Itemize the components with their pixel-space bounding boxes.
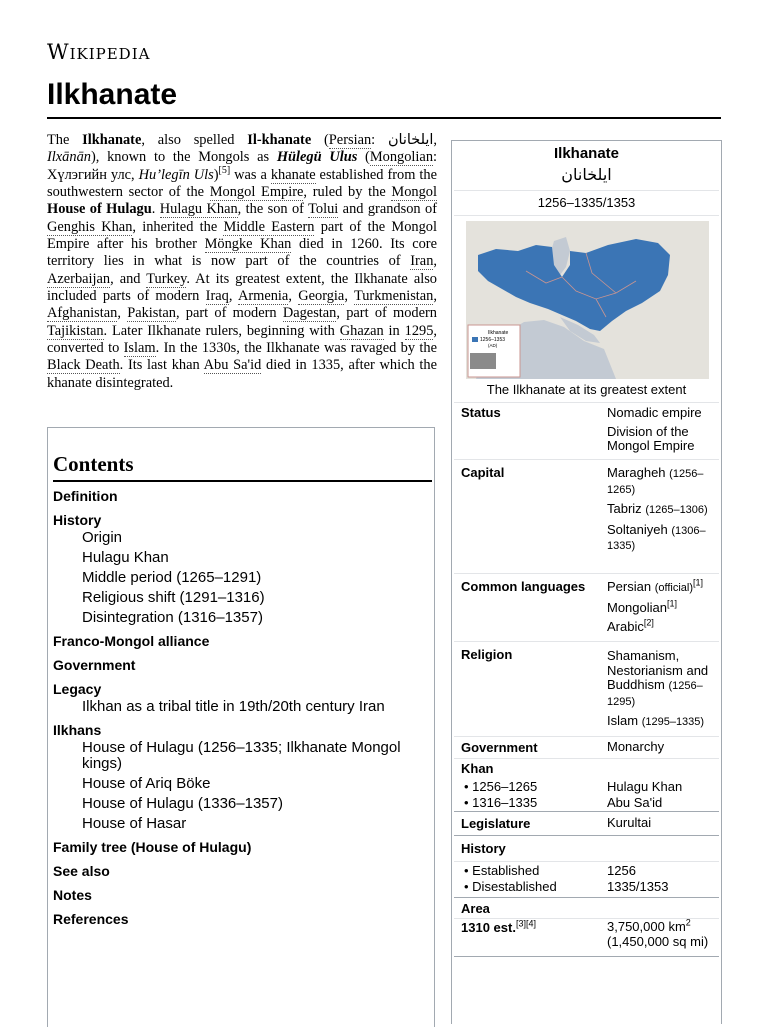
established-label: • Established [464, 863, 540, 878]
article-link[interactable]: Hulagu Khan [159, 201, 238, 218]
religion-label: Religion [461, 647, 513, 662]
lead-text: , ruled by the [303, 184, 392, 201]
lead-text: Ilxānān [47, 149, 91, 166]
toc-item-label[interactable]: Family tree (House of Hulagu) [53, 839, 252, 855]
map-inset-globe [470, 353, 496, 369]
toc-subitem[interactable]: House of Hasar [82, 815, 187, 832]
toc-item-label[interactable]: Definition [53, 488, 118, 504]
infobox-divider [454, 190, 719, 191]
lead-text: , [433, 288, 437, 305]
capital-item[interactable] [607, 523, 719, 554]
language-item[interactable]: Mongolian[1] [607, 598, 678, 615]
toc-subitem[interactable]: House of Hulagu (1256–1335; Ilkhanate Mongol kings) [82, 739, 401, 772]
toc-item[interactable] [53, 911, 428, 928]
ilkhanate-map[interactable] [466, 221, 709, 379]
table-of-contents [47, 427, 435, 1027]
article-link[interactable]: Iraq [205, 288, 229, 305]
toc-subitem[interactable]: Middle period (1265–1291) [82, 569, 262, 586]
area-label: Area [461, 901, 490, 916]
khan-name[interactable]: Hulagu Khan [607, 779, 683, 794]
toc-item[interactable] [53, 722, 428, 832]
page-title: Ilkhanate [47, 78, 178, 111]
languages-value [607, 577, 719, 635]
article-link[interactable]: Middle Eastern [223, 218, 315, 235]
row-divider [454, 758, 719, 759]
lead-text: . In the 1330s, the Ilkhanate was ravaged by the [155, 340, 437, 357]
article-link[interactable]: Persian [328, 132, 372, 148]
lead-text: Il-khanate [247, 132, 312, 148]
legislature-value[interactable]: Kurultai [607, 815, 652, 830]
article-link[interactable]: Islam [123, 340, 156, 357]
religion-item: Shamanism, Nestorianism and Buddhism (1256–1295) [607, 648, 709, 708]
lead-text: , [288, 288, 299, 305]
row-divider [454, 459, 719, 460]
toc-item-label[interactable]: References [53, 911, 129, 927]
lead-text: Hülegü Ulus [276, 149, 358, 166]
toc-subitem[interactable]: House of Hulagu (1336–1357) [82, 795, 283, 812]
row-divider [454, 573, 719, 574]
area-value: 3,750,000 $km^2$ (1,450,000 sq mi) [607, 917, 709, 949]
map-legend-note: (AD) [488, 343, 498, 348]
article-link[interactable]: Dagestan [282, 305, 337, 322]
lead-text: died in 1260. Its core territory lies in what is now part of the countries of [47, 236, 437, 270]
established-value: 1256 [607, 863, 636, 878]
article-link[interactable]: khanate [270, 166, 316, 183]
infobox-divider [454, 215, 719, 216]
row-divider [454, 641, 719, 642]
toc-title: Contents [53, 452, 134, 476]
toc-item-label[interactable]: Franco-Mongol alliance [53, 633, 210, 649]
article-link[interactable]: Tajikistan [47, 322, 104, 339]
khan-name[interactable]: Abu Sa'id [607, 795, 663, 810]
toc-item[interactable] [53, 512, 428, 626]
infobox-native-name: ایلخانان [561, 165, 612, 184]
khan-years: • 1316–1335 [464, 795, 538, 810]
article-link[interactable]: Möngke Khan [204, 236, 292, 253]
khan-label: Khan [461, 761, 494, 776]
lead-text: , converted to [47, 322, 438, 357]
status-label: Status [461, 405, 501, 420]
article-link[interactable]: Azerbaijan [47, 270, 111, 287]
lead-text: , and [110, 270, 147, 287]
title-divider [47, 117, 721, 119]
area-est-label: 1310 est.[3][4] [461, 918, 536, 935]
toc-subitem[interactable]: Ilkhan as a tribal title in 19th/20th century Iran [82, 698, 385, 715]
row-divider [454, 897, 719, 898]
row-divider [454, 402, 719, 403]
toc-subitem[interactable]: Origin [82, 529, 123, 546]
lead-text: , [117, 305, 128, 322]
disestablished-value: 1335/1353 [607, 879, 669, 894]
toc-subitem[interactable]: House of Ariq Böke [82, 775, 211, 792]
article-link[interactable]: Mongol [391, 184, 437, 201]
toc-item-label[interactable]: Notes [53, 887, 92, 903]
toc-item-label[interactable]: Government [53, 657, 136, 673]
lead-text: ), known to the Mongols as [90, 149, 277, 166]
map-legend-swatch [472, 337, 478, 342]
disestablished-label: • Disestablished [464, 879, 557, 894]
history-label: History [461, 841, 506, 856]
status-value-item: Division of the Mongol Empire [607, 423, 695, 453]
lead-text: . [151, 201, 160, 218]
status-value-item: Nomadic empire [607, 405, 702, 420]
article-link[interactable]: Tolui [308, 201, 339, 218]
lead-text: : ایلخانان, [371, 132, 437, 148]
article-link[interactable]: Mongol Empire [209, 184, 304, 201]
article-link[interactable]: Pakistan [127, 305, 176, 322]
khan-years: • 1256–1265 [464, 779, 538, 794]
article-link[interactable]: Turkey [146, 270, 187, 287]
toc-subitem[interactable]: Religious shift (1291–1316) [82, 589, 265, 606]
language-item[interactable]: Arabic[2] [607, 617, 654, 634]
row-divider [454, 811, 719, 812]
infobox [451, 140, 722, 1024]
language-item[interactable]: Persian (official)[1] [607, 577, 704, 594]
toc-item-label[interactable]: Ilkhans [53, 722, 102, 738]
toc-item[interactable] [53, 657, 428, 674]
lead-text: . At its greatest extent, the Ilkhanate also included parts of modern [47, 270, 437, 305]
toc-subitem[interactable]: Disintegration (1316–1357) [82, 609, 263, 626]
article-link[interactable]: Georgia [298, 288, 345, 305]
lead-text: died in 1335, after which the khanate disintegrated. [47, 357, 437, 391]
lead-text: , [344, 288, 354, 305]
row-divider [454, 835, 719, 836]
toc-item[interactable] [53, 887, 428, 904]
capital-item[interactable] [607, 502, 719, 518]
capital-name[interactable]: Soltaniyeh [607, 521, 668, 537]
toc-item[interactable] [53, 633, 428, 650]
capital-label: Capital [461, 465, 505, 480]
map-legend-title: Ilkhanate [488, 330, 509, 336]
wikipedia-logo[interactable]: Wikipedia [47, 40, 151, 64]
lead-paragraph [47, 132, 437, 392]
toc-item[interactable] [53, 839, 428, 856]
lead-text: Ilkhanate [82, 132, 142, 148]
lead-text: Hu’legīn Uls [138, 166, 214, 183]
toc-item-label[interactable]: Legacy [53, 681, 102, 697]
capital-value [607, 466, 719, 554]
article-link[interactable]: Armenia [237, 288, 289, 305]
map-caption: The Ilkhanate at its greatest extent [486, 382, 687, 397]
article-link[interactable]: Black Death [47, 357, 120, 374]
lead-text: . Its last khan [119, 357, 204, 374]
map-legend-entry: 1256–1353 [480, 337, 506, 343]
article-link[interactable]: Genghis Khan [47, 218, 133, 235]
article-link[interactable]: Abu Sa'id [203, 357, 262, 374]
toc-item-label[interactable]: History [53, 512, 102, 528]
lead-text: , part of modern [336, 305, 438, 322]
lead-text: , [433, 253, 437, 270]
lead-text: part of the Mongol Empire after his brother [47, 218, 437, 253]
row-divider [454, 861, 719, 862]
infobox-title: Ilkhanate [553, 145, 620, 162]
article-link[interactable]: Afghanistan [47, 305, 118, 322]
capital-years: (1256–1265) [607, 468, 704, 496]
article-link[interactable]: Mongolian [369, 149, 434, 166]
lead-text: established from the southwestern sector of the [47, 166, 437, 201]
toc-item-label[interactable]: See also [53, 863, 110, 879]
lead-text: ( [357, 149, 370, 166]
status-value [607, 406, 719, 454]
capital-years: (1265–1306) [645, 504, 708, 516]
article-link[interactable]: Turkmenistan [353, 288, 434, 305]
infobox-dates: 1256–1335/1353 [537, 195, 636, 210]
religion-value [607, 649, 719, 730]
toc-divider [53, 480, 432, 482]
lead-text: , the son of [237, 201, 309, 218]
article-link[interactable]: Iran [410, 253, 434, 270]
legislature-label: Legislature [461, 816, 531, 831]
lead-text: , also spelled [141, 132, 248, 148]
toc-item[interactable] [53, 488, 428, 505]
religion-item: Islam (1295–1335) [607, 713, 705, 728]
lead-text: . Later Ilkhanate rulers, beginning with [103, 322, 340, 339]
lead-text: House of Hulagu [47, 201, 152, 218]
toc-item[interactable] [53, 863, 428, 880]
government-value[interactable]: Monarchy [607, 739, 665, 754]
article-link[interactable]: Ghazan [339, 322, 384, 339]
lead-text: The [47, 132, 83, 148]
lead-text: was a [230, 166, 271, 183]
lead-text: , [228, 288, 238, 305]
capital-name[interactable]: Tabriz [607, 501, 642, 516]
citation-ref[interactable]: [5] [218, 164, 231, 176]
lead-text: ( [311, 132, 329, 148]
lead-text: in [383, 322, 405, 339]
toc-subitem[interactable]: Hulagu Khan [82, 549, 169, 566]
government-label: Government [461, 740, 538, 755]
toc-item[interactable] [53, 681, 428, 715]
lead-text: , inherited the [132, 218, 224, 235]
row-divider [454, 736, 719, 737]
languages-label: Common languages [461, 579, 586, 594]
lead-text: ) [213, 166, 219, 183]
toc-list [53, 488, 428, 928]
lead-text: , part of modern [175, 305, 283, 322]
capital-item[interactable] [607, 466, 719, 497]
capital-years: (1306–1335) [607, 524, 706, 552]
capital-name[interactable]: Maragheh [607, 465, 666, 480]
article-link[interactable]: 1295 [404, 322, 434, 339]
row-divider [454, 956, 719, 957]
lead-text: : Хүлэгийн улс, [47, 149, 438, 183]
lead-text: and grandson of [338, 201, 437, 218]
